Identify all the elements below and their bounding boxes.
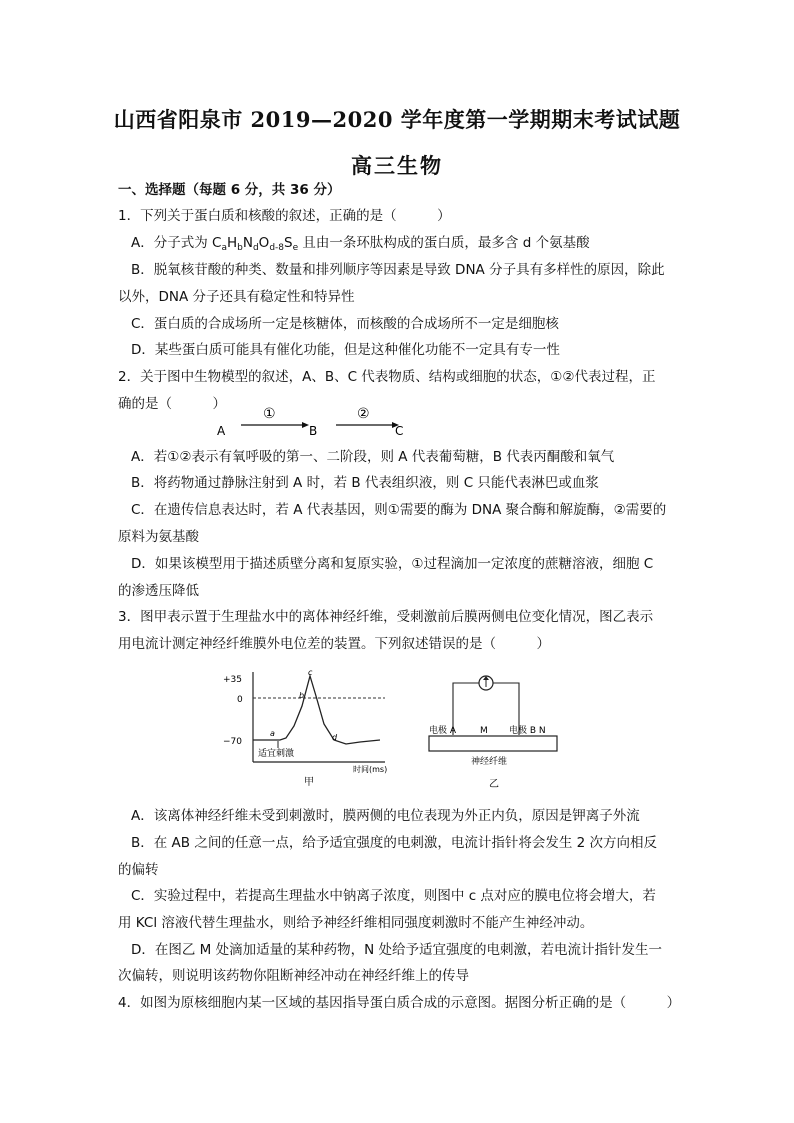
q3-option-c-line1: C．实验过程中，若提高生理盐水中钠离子浓度，则图中 c 点对应的膜电位将会增大，若 bbox=[131, 888, 656, 904]
point-a-label: a bbox=[270, 729, 275, 738]
q3-option-d-line1: D．在图乙 M 处滴加适量的某种药物，N 处给予适宜强度的电刺激，若电流计指针发生一 bbox=[131, 942, 663, 958]
q2-option-c-line2: 原料为氨基酸 bbox=[118, 529, 199, 545]
figure-jia-potential-graph bbox=[220, 668, 400, 790]
q2-stem-line2: 确的是（ ） bbox=[118, 396, 226, 412]
point-b-label: b bbox=[299, 691, 305, 700]
figure-jia-caption: 甲 bbox=[304, 777, 314, 788]
point-c-label: c bbox=[308, 668, 313, 677]
q3-stem-line1: 3．图甲表示置于生理盐水中的离体神经纤维，受刺激前后膜两侧电位变化情况，图乙表示 bbox=[118, 609, 654, 625]
q2-option-d-line1: D．如果该模型用于描述质壁分离和复原实验，①过程滴加一定浓度的蔗糖溶液，细胞 C bbox=[131, 556, 654, 572]
q1-a-prefix: A．分子式为 C bbox=[131, 235, 222, 251]
q1-a-n: N bbox=[242, 235, 253, 251]
x-axis-label: 时间(ms) bbox=[353, 765, 388, 774]
q1-a-sub-e: e bbox=[292, 243, 299, 253]
q3-option-b-line2: 的偏转 bbox=[118, 862, 159, 878]
q3-option-a: A．该离体神经纤维未受到刺激时，膜两侧的电位表现为外正内负，原因是钾离子外流 bbox=[131, 808, 640, 824]
q2-option-a: A．若①②表示有氧呼吸的第一、二阶段，则 A 代表葡萄糖，B 代表丙酮酸和氧气 bbox=[131, 449, 615, 465]
stimulus-label: 适宜刺激 bbox=[258, 749, 295, 759]
nerve-fiber-label: 神经纤维 bbox=[471, 757, 508, 767]
process-1-label: ① bbox=[263, 406, 276, 422]
electrode-b-label: 电极 B N bbox=[509, 726, 546, 736]
node-a: A bbox=[217, 424, 226, 438]
figure-yi-galvanometer bbox=[425, 670, 565, 792]
q1-a-rest: 且由一条环肽构成的蛋白质，最多含 d 个氨基酸 bbox=[298, 235, 590, 251]
q2-option-b: B．将药物通过静脉注射到 A 时，若 B 代表组织液，则 C 只能代表淋巴或血浆 bbox=[131, 475, 599, 491]
point-d-label: d bbox=[332, 733, 338, 742]
q3-option-b-line1: B．在 AB 之间的任意一点，给予适宜强度的电刺激，电流计指针将会发生 2 次方向相反 bbox=[131, 835, 658, 851]
arrow-a-to-b-head bbox=[302, 422, 309, 428]
nerve-fiber-rect bbox=[429, 736, 557, 751]
q1-a-sub-d8: d-8 bbox=[269, 243, 284, 253]
q3-stem-line2: 用电流计测定神经纤维膜外电位差的装置。下列叙述错误的是（ ） bbox=[118, 636, 550, 652]
q1-a-sub-b: b bbox=[237, 243, 243, 253]
q1-a-h: H bbox=[226, 235, 238, 251]
q1-a-sub-d: d bbox=[252, 243, 259, 253]
q1-option-d: D．某些蛋白质可能具有催化功能，但是这种催化功能不一定具有专一性 bbox=[131, 342, 560, 358]
q1-option-a bbox=[131, 233, 590, 255]
q4-stem: 4．如图为原核细胞内某一区域的基因指导蛋白质合成的示意图。据图分析正确的是（ ） bbox=[118, 995, 681, 1011]
point-m-label: M bbox=[480, 726, 488, 736]
q1-option-b-line2: 以外，DNA 分子还具有稳定性和特异性 bbox=[118, 289, 355, 305]
exam-title: 山西省阳泉市 2019—2020 学年度第一学期期末考试试题 bbox=[113, 107, 681, 132]
y-tick-zero: 0 bbox=[237, 695, 243, 705]
q1-a-s: S bbox=[284, 235, 293, 251]
q2-stem-line1: 2．关于图中生物模型的叙述，A、B、C 代表物质、结构或细胞的状态，①②代表过程，正 bbox=[118, 369, 656, 385]
exam-subtitle: 高三生物 bbox=[351, 153, 443, 178]
q1-stem: 1．下列关于蛋白质和核酸的叙述，正确的是（ ） bbox=[118, 208, 451, 224]
figure-yi-caption: 乙 bbox=[489, 779, 499, 790]
q3-option-c-line2: 用 KCl 溶液代替生理盐水，则给予神经纤维相同强度刺激时不能产生神经冲动。 bbox=[118, 915, 594, 931]
wire-left bbox=[453, 683, 479, 735]
q2-option-d-line2: 的渗透压降低 bbox=[118, 583, 199, 599]
y-tick-minus70: −70 bbox=[223, 737, 242, 747]
q1-option-b-line1: B．脱氧核苷酸的种类、数量和排列顺序等因素是导致 DNA 分子具有多样性的原因，除此 bbox=[131, 262, 665, 278]
q1-a-o: O bbox=[258, 235, 270, 251]
node-c: C bbox=[395, 424, 404, 438]
q1-a-sub-a: a bbox=[221, 243, 227, 253]
q1-option-c: C．蛋白质的合成场所一定是核糖体，而核酸的合成场所不一定是细胞核 bbox=[131, 316, 559, 332]
q2-option-c-line1: C．在遗传信息表达时，若 A 代表基因，则①需要的酶为 DNA 聚合酶和解旋酶，②需要的 bbox=[131, 502, 667, 518]
q2-model-diagram bbox=[205, 400, 420, 442]
y-tick-plus35: +35 bbox=[223, 675, 242, 685]
electrode-a-label: 电极 A bbox=[429, 726, 457, 736]
process-2-label: ② bbox=[357, 406, 370, 422]
section-heading: 一、选择题（每题 6 分，共 36 分） bbox=[118, 182, 341, 198]
q3-option-d-line2: 次偏转，则说明该药物你阻断神经冲动在神经纤维上的传导 bbox=[118, 968, 469, 984]
node-b: B bbox=[309, 424, 318, 438]
